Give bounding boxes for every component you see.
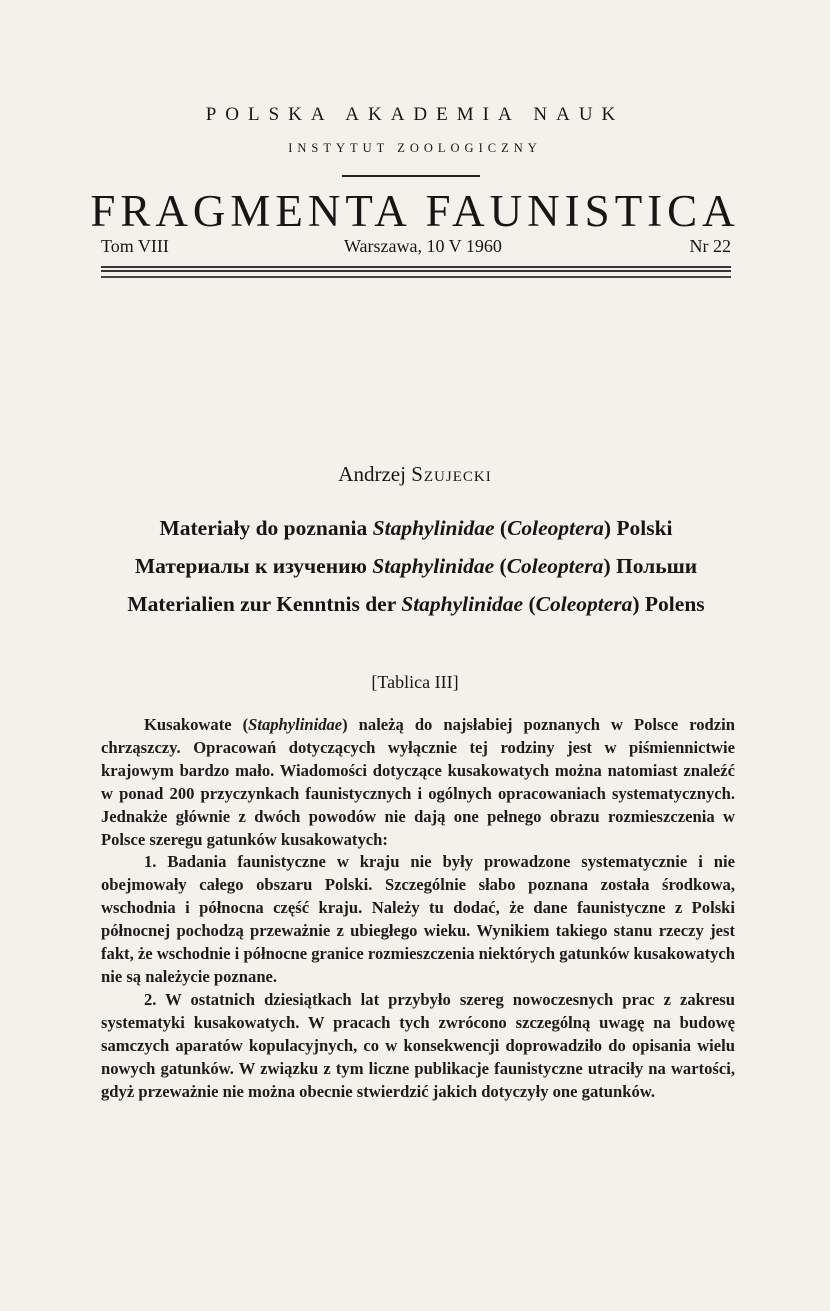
issue-line <box>101 236 731 262</box>
order-name: Coleoptera <box>507 516 604 540</box>
article-body <box>101 714 735 1103</box>
place-date: Warszawa, 10 V 1960 <box>344 236 502 256</box>
masthead-rule-bottom <box>101 276 731 278</box>
title-polish: Materiały do poznania Staphylinidae (Coleoptera) Polski <box>159 516 673 540</box>
volume-label: Tom VIII <box>101 236 169 256</box>
paragraph-intro: Kusakowate (Staphylinidae) należą do najsłabiej poznanych w Polsce rodzin chrząszczy. Opracowań dotyczących wyłącznie tej rodziny jest w piśmiennictwie krajowym bardzo mało. Wiadomości dotyczące kusakowatych można natomiast znaleźć w ponad 200 przyczynkach faunistycznych i ogólnych opracowaniach systematycznych. Jednakże głównie z dwóch powodów nie dają one pełnego obrazu rozmieszczenia w Polsce szeregu gatunków kusakowatych: <box>101 715 735 849</box>
paragraph-point-1: 1. Badania faunistyczne w kraju nie były prowadzone systematycznie i nie obejmowały całego obszaru Polski. Szczególnie słabo poznana została środkowa, wschodnia i północna część kraju. Należy tu dodać, że dane faunistyczne z Polski północnej pochodzą przeważnie z ubiegłego wieku. Wynikiem takiego stanu rzeczy jest fakt, że wschodnie i północne granice rozmieszczenia niektórych gatunków kusakowatych nie są należycie poznane. <box>101 852 735 986</box>
issue-number: Nr 22 <box>689 236 731 256</box>
article-titles <box>96 511 736 621</box>
taxon-name: Staphylinidae <box>248 715 343 734</box>
author-first-name: Andrzej <box>338 462 406 486</box>
author-surname: Szujecki <box>411 462 492 486</box>
title-russian: Материалы к изучению Staphylinidae (Coleoptera) Польши <box>134 554 698 578</box>
masthead-rule-middle <box>101 270 731 272</box>
paragraph-point-2: 2. W ostatnich dziesiątkach lat przybyło szereg nowoczesnych prac z zakresu systematyki kusakowatych. W pracach tych zwrócono szczególną uwagę na budowę samczych aparatów kopulacyjnych, co w konsekwencji doprowadziło do opisania wielu nowych gatunków. W związku z tym liczne publikacje faunistyczne utraciły na wartości, gdyż przeważnie nie można obecnie stwierdzić jakich dotyczyły one gatunków. <box>101 989 735 1101</box>
academy-name: POLSKA AKADEMIA NAUK <box>205 104 625 125</box>
masthead-rule-top <box>101 266 731 268</box>
header-divider <box>342 175 480 177</box>
order-name: Coleoptera <box>506 554 604 578</box>
journal-title: FRAGMENTA FAUNISTICA <box>90 186 740 236</box>
plate-reference: [Tablica III] <box>371 672 459 692</box>
title-german: Materialien zur Kenntnis der Staphylinidae (Coleoptera) Polens <box>127 592 705 616</box>
taxon-name: Staphylinidae <box>401 592 524 616</box>
institute-name: INSTYTUT ZOOLOGICZNY <box>288 141 542 155</box>
author <box>0 462 830 487</box>
taxon-name: Staphylinidae <box>372 516 495 540</box>
order-name: Coleoptera <box>535 592 633 616</box>
taxon-name: Staphylinidae <box>372 554 495 578</box>
